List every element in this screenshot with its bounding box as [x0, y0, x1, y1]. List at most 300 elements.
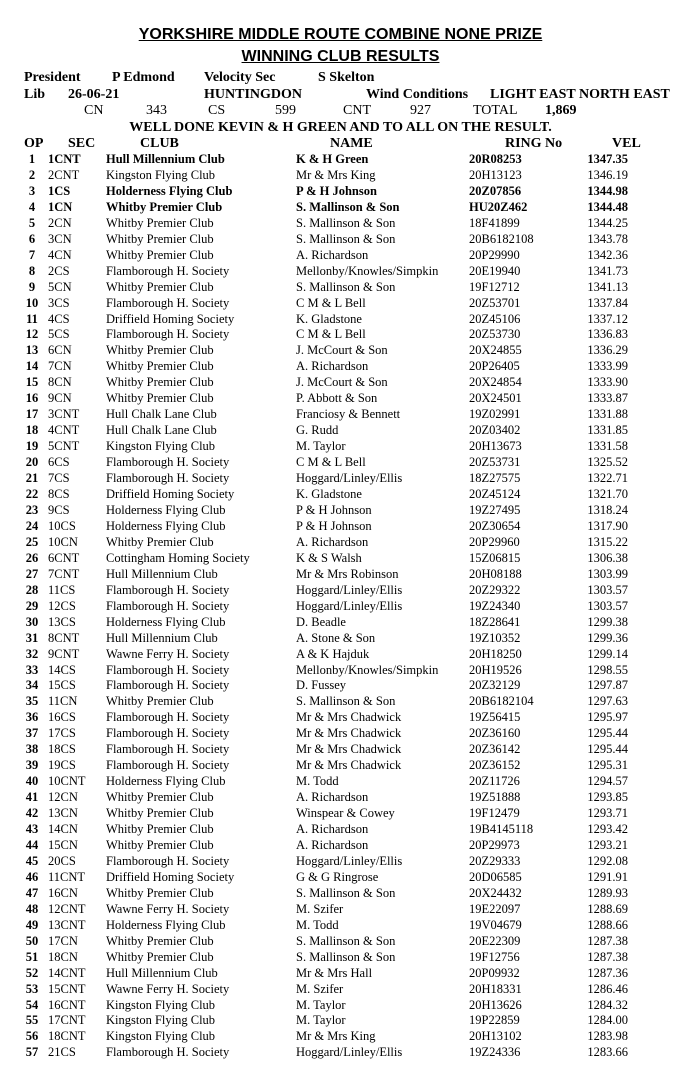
cell-position: 15 [25, 375, 39, 390]
cell-club: Whitby Premier Club [106, 806, 214, 821]
cell-position: 9 [28, 279, 36, 294]
results-table-body [18, 152, 628, 1061]
cell-section: 4CNT [48, 423, 80, 438]
cell-ring: 20Z36142 [469, 742, 521, 757]
cell-section: 12CNT [48, 901, 86, 916]
column-header-ring: RING No [505, 136, 563, 151]
table-row [18, 152, 628, 168]
cell-section: 17CN [48, 933, 78, 948]
table-row [18, 599, 628, 615]
cell-club: Hull Chalk Lane Club [106, 407, 217, 422]
table-row [18, 774, 628, 790]
cell-position: 11 [26, 311, 38, 326]
cell-section: 4CS [48, 311, 70, 326]
cell-club: Holderness Flying Club [106, 502, 226, 517]
cell-ring: 19Z51888 [469, 790, 521, 805]
cell-velocity: 1299.38 [587, 614, 628, 629]
cell-club: Whitby Premier Club [106, 534, 214, 549]
cell-club: Flamborough H. Society [106, 582, 230, 597]
cell-club: Whitby Premier Club [106, 215, 214, 230]
cell-section: 5CN [48, 279, 72, 294]
table-row [18, 742, 628, 758]
cell-club: Whitby Premier Club [106, 247, 214, 262]
cell-name: S. Mallinson & Son [296, 933, 396, 948]
cell-velocity: 1344.48 [587, 199, 628, 214]
cell-ring: 20Z07856 [469, 183, 522, 198]
cell-section: 18CN [48, 949, 78, 964]
cell-name: Hoggard/Linley/Ellis [296, 853, 403, 868]
cell-club: Holderness Flying Club [106, 917, 226, 932]
cell-position: 46 [25, 869, 39, 884]
cell-ring: 20D06585 [469, 869, 522, 884]
cell-ring: 18Z27575 [469, 471, 521, 486]
cell-position: 38 [25, 742, 39, 757]
cell-ring: 20H19526 [469, 662, 522, 677]
cell-name: Hoggard/Linley/Ellis [296, 598, 403, 613]
cell-section: 14CNT [48, 965, 86, 980]
cell-name: S. Mallinson & Son [296, 694, 396, 709]
cell-velocity: 1303.57 [587, 598, 628, 613]
cell-ring: 20Z53701 [469, 295, 521, 310]
cell-ring: 20H18331 [469, 981, 522, 996]
cell-club: Whitby Premier Club [106, 694, 214, 709]
cell-club: Driffield Homing Society [106, 311, 235, 326]
cell-position: 54 [25, 997, 39, 1012]
cell-section: 5CNT [48, 439, 80, 454]
cell-velocity: 1303.99 [587, 566, 628, 581]
cell-name: Mr & Mrs Robinson [296, 566, 399, 581]
cell-velocity: 1284.00 [587, 1013, 628, 1028]
cell-name: S. Mallinson & Son [296, 279, 396, 294]
cell-ring: 20H08188 [469, 566, 522, 581]
table-row [18, 375, 628, 391]
cell-section: 8CNT [48, 630, 80, 645]
cell-velocity: 1297.63 [587, 694, 628, 709]
cell-position: 33 [25, 662, 39, 677]
table-row [18, 806, 628, 822]
table-row [18, 950, 628, 966]
cell-velocity: 1344.98 [587, 183, 628, 198]
table-row [18, 678, 628, 694]
cell-velocity: 1297.87 [587, 678, 628, 693]
table-row [18, 663, 628, 679]
cell-club: Driffield Homing Society [106, 487, 235, 502]
race-point: HUNTINGDON [204, 87, 303, 102]
table-row [18, 216, 628, 232]
table-row [18, 886, 628, 902]
cell-position: 16 [25, 391, 39, 406]
cell-position: 27 [25, 566, 39, 581]
cell-ring: 19F12479 [469, 806, 520, 821]
cell-club: Flamborough H. Society [106, 598, 230, 613]
total-count: 1,869 [545, 103, 577, 118]
cell-position: 20 [25, 455, 39, 470]
cell-club: Whitby Premier Club [106, 231, 214, 246]
column-header-sec: SEC [68, 136, 96, 151]
cell-velocity: 1295.97 [587, 710, 628, 725]
cell-name: S. Mallinson & Son [296, 949, 396, 964]
cell-velocity: 1333.99 [587, 359, 628, 374]
cell-position: 3 [28, 183, 36, 198]
cell-club: Kingston Flying Club [106, 167, 216, 182]
cell-section: 11CNT [48, 869, 86, 884]
cell-club: Whitby Premier Club [106, 885, 214, 900]
cell-position: 29 [25, 598, 39, 613]
cell-name: A. Richardson [296, 790, 369, 805]
table-row [18, 407, 628, 423]
cell-ring: 20Z45106 [469, 311, 521, 326]
cell-position: 28 [25, 582, 39, 597]
cell-ring: 19Z27495 [469, 502, 521, 517]
cell-club: Holderness Flying Club [106, 614, 226, 629]
cell-ring: 19B4145118 [469, 822, 534, 837]
cell-velocity: 1322.71 [587, 471, 628, 486]
cell-club: Wawne Ferry H. Society [106, 981, 230, 996]
cell-name: Hoggard/Linley/Ellis [296, 471, 403, 486]
cell-name: M. Todd [296, 774, 339, 789]
cell-name: Mr & Mrs Chadwick [296, 710, 402, 725]
cell-velocity: 1283.98 [587, 1029, 628, 1044]
cell-velocity: 1336.83 [587, 327, 628, 342]
cell-name: G. Rudd [296, 423, 339, 438]
cell-section: 13CN [48, 806, 78, 821]
cell-position: 30 [25, 614, 39, 629]
cell-ring: 20P29990 [469, 247, 520, 262]
cnt-label: CNT [343, 103, 371, 118]
column-header-club: CLUB [140, 136, 179, 151]
cell-section: 17CNT [48, 1013, 86, 1028]
table-row [18, 232, 628, 248]
cell-section: 5CS [48, 327, 70, 342]
cell-name: Mr & Mrs King [296, 1029, 376, 1044]
cell-position: 41 [25, 790, 39, 805]
table-row [18, 327, 628, 343]
cell-name: M. Taylor [296, 1013, 346, 1028]
cell-velocity: 1287.38 [587, 933, 628, 948]
cell-name: M. Szifer [296, 981, 344, 996]
cell-name: A & K Hajduk [296, 646, 370, 661]
cell-ring: 20P26405 [469, 359, 520, 374]
table-row [18, 248, 628, 264]
cell-position: 6 [28, 231, 36, 246]
table-row [18, 838, 628, 854]
cell-club: Flamborough H. Society [106, 853, 230, 868]
table-row [18, 1013, 628, 1029]
cell-position: 52 [25, 965, 39, 980]
cell-position: 39 [25, 758, 39, 773]
cell-club: Whitby Premier Club [106, 391, 214, 406]
cell-position: 1 [28, 152, 36, 166]
cell-name: D. Beadle [296, 614, 346, 629]
table-row [18, 998, 628, 1014]
cell-club: Flamborough H. Society [106, 327, 230, 342]
cell-name: Mellonby/Knowles/Simpkin [296, 662, 439, 677]
cell-club: Flamborough H. Society [106, 263, 230, 278]
cell-velocity: 1315.22 [587, 534, 628, 549]
cell-velocity: 1337.12 [587, 311, 628, 326]
congratulations-message: WELL DONE KEVIN & H GREEN AND TO ALL ON THE RESULT. [129, 120, 552, 135]
cell-name: S. Mallinson & Son [296, 215, 396, 230]
cell-ring: 19Z24340 [469, 598, 521, 613]
cell-section: 8CS [48, 487, 70, 502]
cell-position: 51 [25, 949, 39, 964]
race-date: 26-06-21 [68, 87, 120, 102]
cell-ring: 20H18250 [469, 646, 522, 661]
table-row [18, 726, 628, 742]
cell-name: K & S Walsh [296, 550, 362, 565]
cell-position: 50 [25, 933, 39, 948]
cell-position: 40 [25, 774, 39, 789]
table-row [18, 519, 628, 535]
cell-velocity: 1331.85 [587, 423, 628, 438]
cell-velocity: 1343.78 [587, 231, 628, 246]
cell-ring: 20Z36152 [469, 758, 521, 773]
table-row [18, 647, 628, 663]
table-row [18, 471, 628, 487]
table-row [18, 870, 628, 886]
cell-velocity: 1331.88 [587, 407, 628, 422]
cn-count: 343 [146, 103, 167, 118]
cell-velocity: 1295.31 [587, 758, 628, 773]
cell-name: S. Mallinson & Son [296, 199, 400, 214]
cell-velocity: 1341.13 [587, 279, 628, 294]
cell-name: Mr & Mrs Hall [296, 965, 373, 980]
cell-velocity: 1333.90 [587, 375, 628, 390]
cell-section: 7CN [48, 359, 72, 374]
cell-section: 1CNT [48, 152, 81, 166]
document-title: YORKSHIRE MIDDLE ROUTE COMBINE NONE PRIZE [138, 26, 543, 43]
cell-ring: 20B6182108 [469, 231, 534, 246]
cell-club: Flamborough H. Society [106, 726, 230, 741]
cell-position: 45 [25, 853, 39, 868]
cell-ring: HU20Z462 [469, 199, 528, 214]
cell-section: 12CS [48, 598, 76, 613]
cell-velocity: 1331.58 [587, 439, 628, 454]
table-row [18, 918, 628, 934]
cell-section: 2CS [48, 263, 70, 278]
cell-club: Whitby Premier Club [106, 359, 214, 374]
cell-velocity: 1318.24 [587, 502, 628, 517]
cell-position: 24 [25, 518, 39, 533]
table-row [18, 312, 628, 328]
cs-label: CS [208, 103, 226, 118]
cell-club: Kingston Flying Club [106, 1029, 216, 1044]
cell-name: Mellonby/Knowles/Simpkin [296, 263, 439, 278]
cell-club: Holderness Flying Club [106, 183, 233, 198]
cell-position: 48 [25, 901, 39, 916]
cell-position: 49 [25, 917, 39, 932]
cell-position: 53 [25, 981, 39, 996]
cell-name: C M & L Bell [296, 295, 366, 310]
cell-club: Hull Millennium Club [106, 152, 225, 166]
cell-club: Flamborough H. Society [106, 471, 230, 486]
cell-section: 2CN [48, 215, 72, 230]
cell-section: 9CN [48, 391, 72, 406]
cell-section: 12CN [48, 790, 78, 805]
cell-name: M. Taylor [296, 997, 346, 1012]
cell-ring: 20P09932 [469, 965, 520, 980]
cell-position: 12 [25, 327, 39, 342]
cell-ring: 20X24501 [469, 391, 522, 406]
cell-velocity: 1293.71 [587, 806, 628, 821]
cell-section: 8CN [48, 375, 72, 390]
cell-position: 13 [25, 343, 39, 358]
cell-position: 21 [25, 471, 39, 486]
table-row [18, 184, 628, 200]
cell-section: 15CNT [48, 981, 86, 996]
cell-position: 31 [25, 630, 39, 645]
cell-velocity: 1289.93 [587, 885, 628, 900]
cell-section: 6CNT [48, 550, 80, 565]
cell-club: Wawne Ferry H. Society [106, 901, 230, 916]
president-label: President [24, 70, 81, 85]
cell-name: Hoggard/Linley/Ellis [296, 1045, 403, 1060]
cell-velocity: 1293.42 [587, 822, 628, 837]
cell-section: 7CNT [48, 566, 80, 581]
cell-name: M. Todd [296, 917, 339, 932]
cell-position: 8 [28, 263, 36, 278]
table-row [18, 567, 628, 583]
table-row [18, 280, 628, 296]
cell-ring: 20Z45124 [469, 487, 521, 502]
cell-club: Whitby Premier Club [106, 949, 214, 964]
cell-club: Flamborough H. Society [106, 455, 230, 470]
table-row [18, 455, 628, 471]
cell-section: 10CNT [48, 774, 86, 789]
wind-label: Wind Conditions [366, 87, 469, 102]
cell-name: A. Richardson [296, 534, 369, 549]
cell-ring: 20R08253 [469, 152, 522, 166]
cell-club: Hull Chalk Lane Club [106, 423, 217, 438]
cell-position: 14 [25, 359, 39, 374]
cell-position: 17 [25, 407, 39, 422]
cell-ring: 19P22859 [469, 1013, 520, 1028]
cell-name: M. Szifer [296, 901, 344, 916]
cell-velocity: 1344.25 [587, 215, 628, 230]
cell-name: A. Richardson [296, 837, 369, 852]
cell-club: Whitby Premier Club [106, 822, 214, 837]
cell-section: 2CNT [48, 167, 80, 182]
cell-position: 36 [25, 710, 39, 725]
cell-ring: 20H13102 [469, 1029, 522, 1044]
cell-section: 1CN [48, 199, 73, 214]
cell-velocity: 1325.52 [587, 455, 628, 470]
cell-section: 16CNT [48, 997, 86, 1012]
table-row [18, 503, 628, 519]
cell-ring: 20Z29322 [469, 582, 521, 597]
cell-position: 42 [25, 806, 39, 821]
cell-position: 47 [25, 885, 39, 900]
cell-velocity: 1317.90 [587, 518, 628, 533]
cell-ring: 20B6182104 [469, 694, 534, 709]
cell-ring: 19E22097 [469, 901, 521, 916]
cell-section: 17CS [48, 726, 76, 741]
cell-ring: 20X24854 [469, 375, 522, 390]
cell-velocity: 1298.55 [587, 662, 628, 677]
cell-position: 25 [25, 534, 39, 549]
cell-position: 44 [25, 837, 39, 852]
cell-velocity: 1341.73 [587, 263, 628, 278]
cell-ring: 19Z02991 [469, 407, 521, 422]
cell-position: 4 [28, 199, 36, 214]
cell-section: 16CN [48, 885, 78, 900]
cell-velocity: 1294.57 [587, 774, 628, 789]
cell-club: Flamborough H. Society [106, 1045, 230, 1060]
cell-club: Hull Millennium Club [106, 965, 218, 980]
cs-count: 599 [275, 103, 296, 118]
cell-ring: 20E22309 [469, 933, 521, 948]
cell-ring: 18F41899 [469, 215, 520, 230]
table-row [18, 854, 628, 870]
table-row [18, 1029, 628, 1045]
cell-section: 18CS [48, 742, 76, 757]
table-row [18, 710, 628, 726]
cell-name: A. Stone & Son [296, 630, 376, 645]
cell-ring: 20Z32129 [469, 678, 521, 693]
cell-velocity: 1306.38 [587, 550, 628, 565]
velocity-sec-label: Velocity Sec [204, 70, 276, 85]
cell-ring: 19F12712 [469, 279, 520, 294]
cell-velocity: 1321.70 [587, 487, 628, 502]
cell-ring: 20Z30654 [469, 518, 521, 533]
cell-velocity: 1293.85 [587, 790, 628, 805]
cell-name: Mr & Mrs Chadwick [296, 726, 402, 741]
cell-section: 3CS [48, 295, 70, 310]
cell-section: 9CS [48, 502, 70, 517]
cell-club: Driffield Homing Society [106, 869, 235, 884]
cell-velocity: 1337.84 [587, 295, 628, 310]
cell-section: 19CS [48, 758, 76, 773]
column-header-op: OP [24, 136, 44, 151]
cell-club: Wawne Ferry H. Society [106, 646, 230, 661]
table-row [18, 615, 628, 631]
cell-name: Hoggard/Linley/Ellis [296, 582, 403, 597]
president-name: P Edmond [112, 70, 175, 85]
cell-section: 13CNT [48, 917, 86, 932]
cell-ring: 20Z36160 [469, 726, 521, 741]
cell-velocity: 1291.91 [587, 869, 628, 884]
cell-club: Whitby Premier Club [106, 199, 223, 214]
table-row [18, 790, 628, 806]
cell-section: 18CNT [48, 1029, 86, 1044]
cell-name: K. Gladstone [296, 487, 362, 502]
cell-name: S. Mallinson & Son [296, 885, 396, 900]
wind-conditions: LIGHT EAST NORTH EAST [490, 87, 670, 102]
cell-name: Franciosy & Bennett [296, 407, 401, 422]
table-row [18, 535, 628, 551]
cell-position: 37 [25, 726, 39, 741]
cell-name: A. Richardson [296, 247, 369, 262]
cell-section: 20CS [48, 853, 76, 868]
cell-ring: 19Z56415 [469, 710, 521, 725]
table-row [18, 758, 628, 774]
velocity-sec-name: S Skelton [318, 70, 375, 85]
cell-club: Flamborough H. Society [106, 710, 230, 725]
table-row [18, 934, 628, 950]
cell-ring: 19V04679 [469, 917, 522, 932]
cell-velocity: 1342.36 [587, 247, 628, 262]
cell-section: 14CN [48, 822, 78, 837]
cell-ring: 20E19940 [469, 263, 521, 278]
cell-name: Mr & Mrs Chadwick [296, 742, 402, 757]
cell-club: Whitby Premier Club [106, 279, 214, 294]
cell-section: 6CS [48, 455, 70, 470]
cell-position: 19 [25, 439, 39, 454]
cell-section: 11CN [48, 694, 78, 709]
cell-club: Whitby Premier Club [106, 790, 214, 805]
cell-ring: 20Z29333 [469, 853, 521, 868]
cell-ring: 20P29960 [469, 534, 520, 549]
